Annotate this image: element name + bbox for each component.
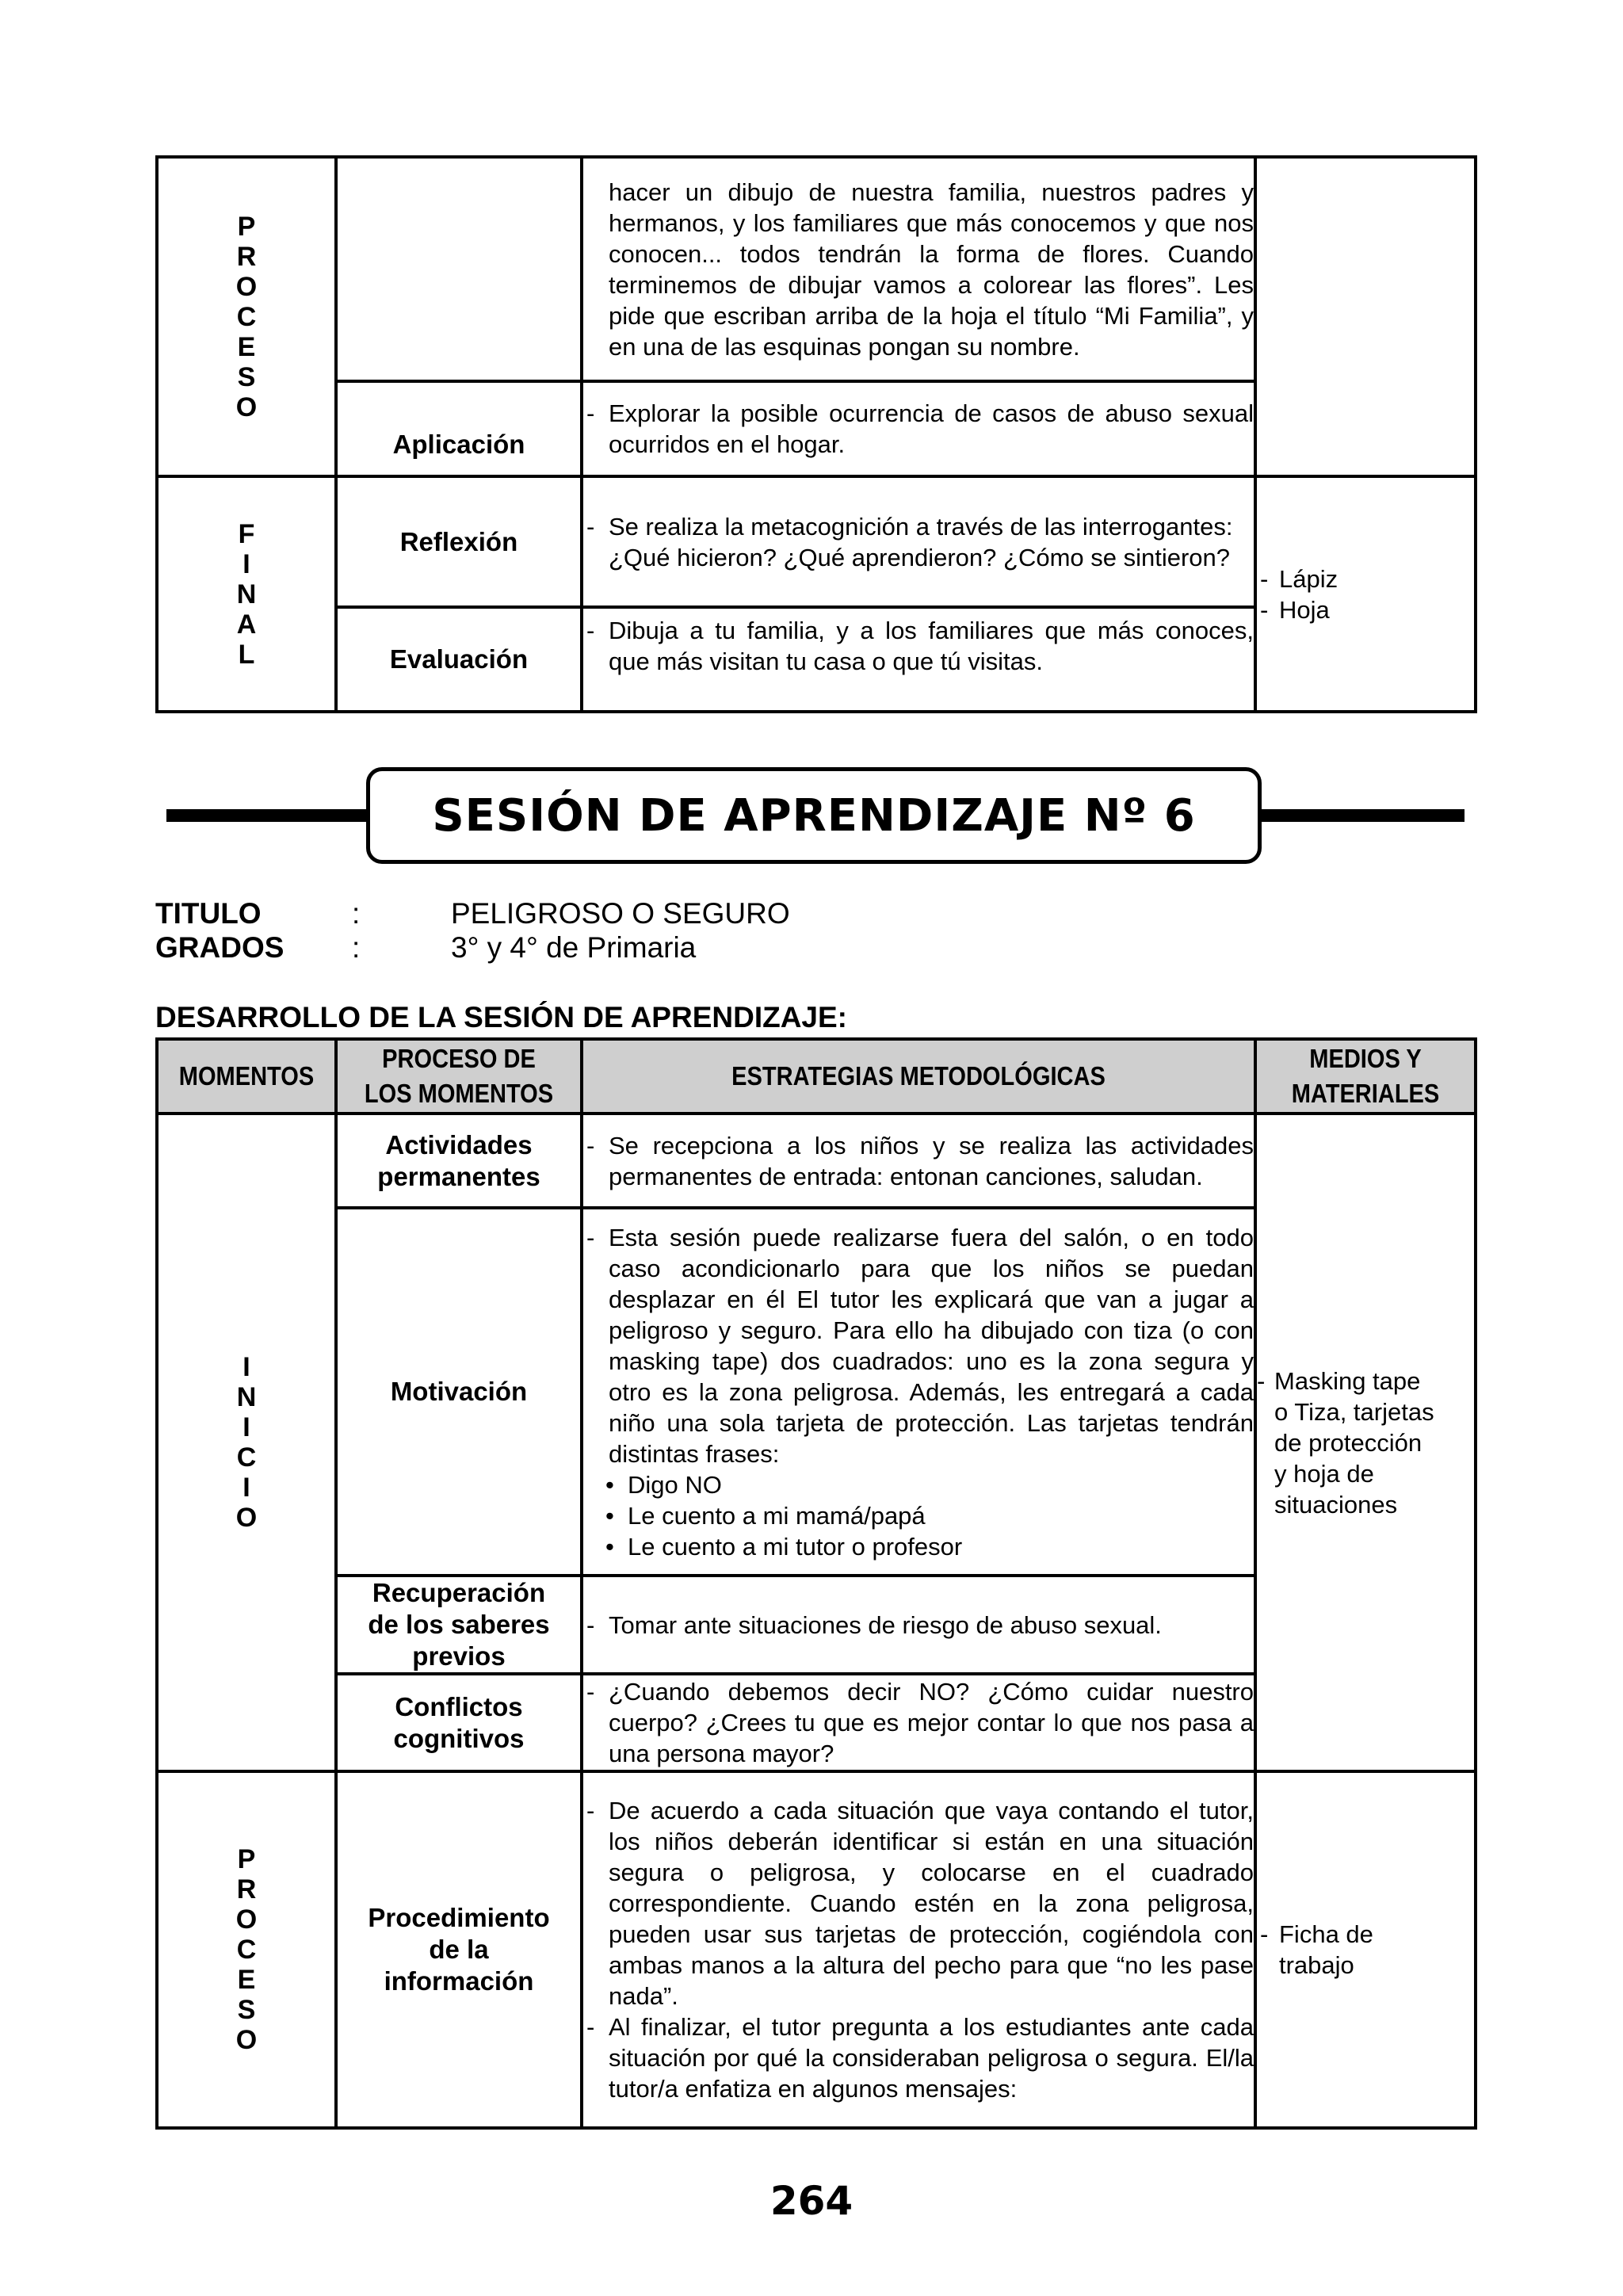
empty-process-cell (336, 157, 582, 381)
grados-label: GRADOS (155, 931, 285, 964)
moment-final-cell: F I N A L (157, 476, 336, 712)
aplicacion-strategy: - Explorar la posible ocurrencia de casos de abuso sexual ocurridos en el hogar. (582, 381, 1255, 476)
reflexion-strategy: - Se realiza la metacognición a través de las interrogantes: ¿Qué hicieron? ¿Qué aprendieron? ¿Cómo se sintieron? (582, 476, 1255, 607)
conflictos-strategy: - ¿Cuando debemos decir NO? ¿Cómo cuidar nuestro cuerpo? ¿Crees tu que es mejor contar lo que nos pasa a una persona mayor? (582, 1674, 1255, 1771)
empty-materials-cell (1255, 157, 1476, 476)
header-proceso: PROCESO DE LOS MOMENTOS (336, 1039, 582, 1114)
continuation-table (155, 155, 1477, 713)
session-title: SESIÓN DE APRENDIZAJE Nº 6 (432, 789, 1196, 842)
grados-value: 3° y 4° de Primaria (451, 931, 697, 964)
section-title: DESARROLLO DE LA SESIÓN DE APRENDIZAJE: (155, 1001, 848, 1033)
moment-proceso-cell: P R O C E S O (157, 157, 336, 476)
titulo-separator: : (352, 897, 361, 930)
motivacion-strategy: - Esta sesión puede realizarse fuera del salón, o en todo caso acondicionarlo para que los niños se puedan desplazar en él El tutor les explicará que van a jugar a peligroso y seguro. Para ello ha dibujado con tiza (o con masking tape) dos cuadrados: uno es la zona segura y otro es la zona peligrosa. Además, les entregará a cada niño una sola tarjeta de protección. Las tarjetas tendrán distintas frases: • Digo NO • Le cuento a mi mamá/papá • Le cuento a mi tutor o profesor (582, 1208, 1255, 1576)
materials-inicio: - Masking tape o Tiza, tarjetas de protección y hoja de situaciones (1255, 1114, 1476, 1771)
process-evaluacion: Evaluación (336, 607, 582, 712)
moment-inicio-cell: I N I C I O (157, 1114, 336, 1771)
grados-separator: : (352, 931, 361, 964)
evaluacion-strategy: - Dibuja a tu familia, y a los familiares que más conoces, que más visitan tu casa o que tú visitas. (582, 607, 1255, 712)
header-momentos: MOMENTOS (157, 1039, 336, 1114)
process-conflictos: Conflictos cognitivos (336, 1674, 582, 1771)
recuperacion-strategy: - Tomar ante situaciones de riesgo de abuso sexual. (582, 1576, 1255, 1674)
continuation-strategy: hacer un dibujo de nuestra familia, nuestros padres y hermanos, y los familiares que más conocemos y que nos conocen... todos tendrán la forma de flores. Cuando terminemos de dibujar vamos a colorear las flores”. Les pide que escriban arriba de la hoja el título “Mi Familia”, y en una de las esquinas pongan su nombre. (582, 157, 1255, 381)
banner-rule-left (166, 809, 374, 822)
titulo-label: TITULO (155, 897, 262, 930)
header-estrategias: ESTRATEGIAS METODOLÓGICAS (582, 1039, 1255, 1114)
titulo-value: PELIGROSO O SEGURO (451, 897, 790, 930)
materials-proceso: - Ficha de trabajo (1255, 1771, 1476, 2128)
process-motivacion: Motivación (336, 1208, 582, 1576)
header-medios: MEDIOS Y MATERIALES (1255, 1039, 1476, 1114)
process-actividades: Actividades permanentes (336, 1114, 582, 1208)
process-aplicacion: Aplicación (336, 381, 582, 476)
process-recuperacion: Recuperación de los saberes previos (336, 1576, 582, 1674)
procedimiento-strategy: - De acuerdo a cada situación que vaya contando el tutor, los niños deberán identificar si están en una situación segura o peligrosa, y colocarse en el cuadrado correspondiente. Cuando estén en la zona peligrosa, pueden usar sus tarjetas de protección, cogiéndola con ambas manos a la altura del pecho para que “no les pase nada”. - Al finalizar, el tutor pregunta a los estudiantes ante cada situación por qué la consideraban peligrosa o segura. El/la tutor/a enfatiza en algunos mensajes: (582, 1771, 1255, 2128)
session-banner (366, 767, 1262, 864)
process-reflexion: Reflexión (336, 476, 582, 607)
session-table (155, 1037, 1477, 2130)
process-procedimiento: Procedimiento de la información (336, 1771, 582, 2128)
moment-proceso-cell-2: P R O C E S O (157, 1771, 336, 2128)
banner-rule-right (1254, 809, 1465, 822)
actividades-strategy: - Se recepciona a los niños y se realiza las actividades permanentes de entrada: entonan canciones, saludan. (582, 1114, 1255, 1208)
materials-final: - Lápiz - Hoja (1255, 476, 1476, 712)
page-number: 264 (769, 2178, 854, 2224)
